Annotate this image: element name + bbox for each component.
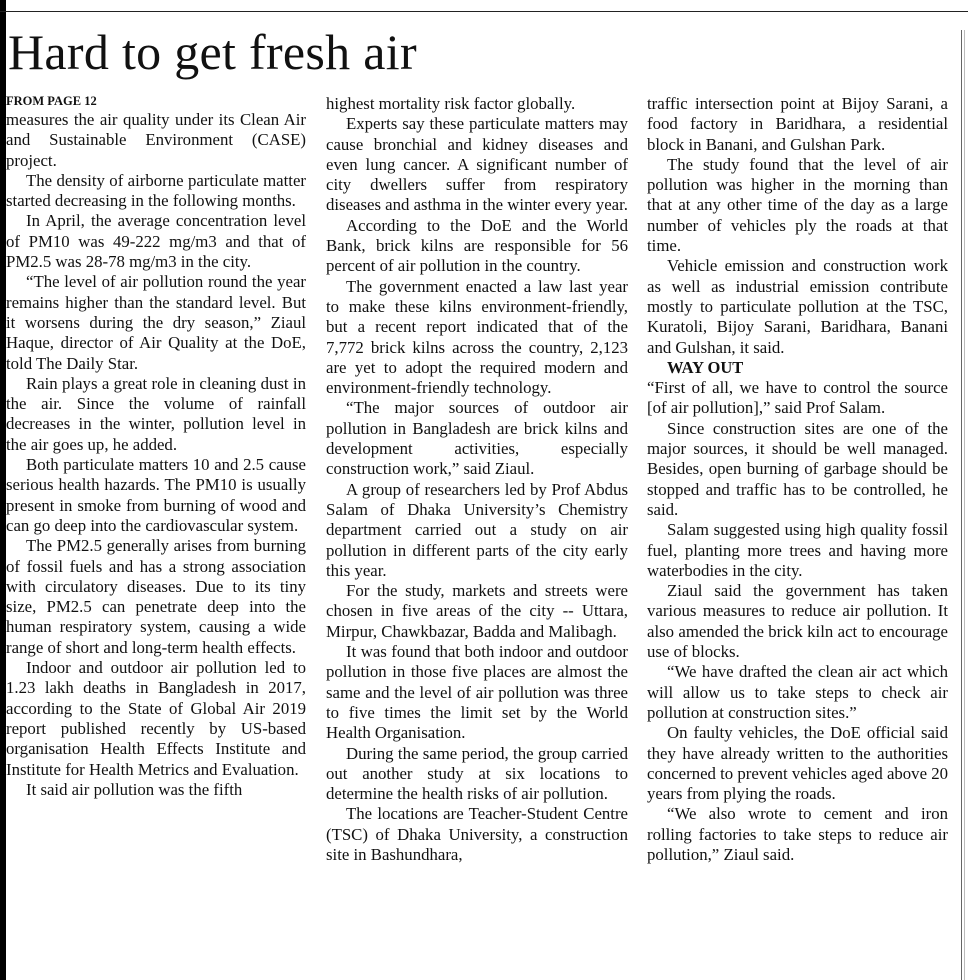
paragraph: Ziaul said the government has taken various measures to reduce air pollution. It also amended the brick kiln act to encourage use of blocks.: [647, 581, 948, 662]
jump-kicker: FROM PAGE 12: [6, 94, 97, 108]
article-column-2: [326, 94, 628, 865]
paragraph: “We also wrote to cement and iron rolling factories to take steps to reduce air pollution,” Ziaul said.: [647, 804, 948, 864]
paragraph: “We have drafted the clean air act which will allow us to take steps to check air pollution at construction sites.”: [647, 662, 948, 722]
paragraph: Vehicle emission and construction work as well as industrial emission contribute mostly to particulate pollution at the TSC, Kuratoli, Bijoy Sarani, Baridhara, Banani and Gulshan, it said.: [647, 256, 948, 357]
paragraph: Rain plays a great role in cleaning dust in the air. Since the volume of rainfall decreases in the winter, pollution level in the air goes up, he added.: [6, 373, 306, 454]
paragraph: According to the DoE and the World Bank, brick kilns are responsible for 56 percent of air pollution in the country.: [326, 215, 628, 276]
top-rule: [0, 11, 968, 12]
right-column-rule: [961, 30, 962, 980]
paragraph: It said air pollution was the fifth: [26, 779, 243, 799]
paragraph: “First of all, we have to control the source [of air pollution],” said Prof Salam.: [647, 378, 948, 418]
paragraph: The government enacted a law last year to make these kilns environment-friendly, but a recent report indicated that of the 7,772 brick kilns across the country, 2,123 are yet to adopt the required modern and environment-friendly technology.: [326, 276, 628, 398]
paragraph: The density of airborne particulate matter started decreasing in the following months.: [6, 170, 306, 211]
paragraph: Experts say these particulate matters may cause bronchial and kidney diseases and even lung cancer. A significant number of city dwellers suffer from respiratory diseases and asthma in the winter every year.: [326, 114, 628, 215]
paragraph: “The level of air pollution round the year remains higher than the standard level. But it worsens during the dry season,” Ziaul Haque, director of Air Quality at the DoE, told The Daily Star.: [6, 272, 306, 373]
subheading-way-out: WAY OUT: [667, 357, 744, 377]
paragraph: On faulty vehicles, the DoE official said they have already written to the authorities concerned to prevent vehicles aged above 20 years from plying the roads.: [647, 723, 948, 804]
article-column-3: [647, 94, 948, 865]
paragraph: The PM2.5 generally arises from burning of fossil fuels and has a strong association with circulatory diseases. Due to its tiny size, PM2.5 can penetrate deep into the human respiratory system, causing a wide range of short and long-term health effects.: [6, 536, 306, 657]
paragraph: For the study, markets and streets were chosen in five areas of the city -- Uttara, Mirpur, Chawkbazar, Badda and Malibagh.: [326, 581, 628, 641]
paragraph: The locations are Teacher-Student Centre (TSC) of Dhaka University, a construction site in Bashundhara,: [326, 804, 628, 864]
paragraph: “The major sources of outdoor air pollution in Bangladesh are brick kilns and development activities, especially construction work,” said Ziaul.: [326, 398, 628, 479]
paragraph: During the same period, the group carried out another study at six locations to determine the health risks of air pollution.: [326, 743, 628, 804]
paragraph: In April, the average concentration level of PM10 was 49-222 mg/m3 and that of PM2.5 was 28-78 mg/m3 in the city.: [6, 211, 306, 272]
right-column-rule-inner: [964, 30, 965, 980]
paragraph: The study found that the level of air pollution was higher in the morning than that at any other time of the day as a large number of vehicles ply the roads at that time.: [647, 154, 948, 256]
paragraph: traffic intersection point at Bijoy Sarani, a food factory in Baridhara, a residential block in Banani, and Gulshan Park.: [647, 94, 948, 154]
article-column-1: [6, 94, 306, 800]
paragraph: highest mortality risk factor globally.: [326, 94, 576, 113]
paragraph: It was found that both indoor and outdoor pollution in those five places are almost the same and the level of air pollution was three to five times the limit set by the World Health Organisation.: [326, 642, 628, 743]
paragraph: Since construction sites are one of the major sources, it should be well managed. Besides, open burning of garbage should be stopped and traffic has to be controlled, he said.: [647, 418, 948, 519]
paragraph: A group of researchers led by Prof Abdus Salam of Dhaka University’s Chemistry department carried out a study on air pollution in different parts of the city early this year.: [326, 479, 628, 580]
paragraph: measures the air quality under its Clean Air and Sustainable Environment (CASE) project.: [6, 110, 306, 170]
paragraph: Indoor and outdoor air pollution led to 1.23 lakh deaths in Bangladesh in 2017, according to the State of Global Air 2019 report published recently by US-based organisation Health Effects Institute and Institute for Health Metrics and Evaluation.: [6, 658, 306, 779]
headline: Hard to get fresh air: [8, 24, 417, 80]
paragraph: Both particulate matters 10 and 2.5 cause serious health hazards. The PM10 is usually present in smoke from burning of wood and can go deep into the cardiovascular system.: [6, 455, 306, 535]
paragraph: Salam suggested using high quality fossil fuel, planting more trees and having more waterbodies in the city.: [647, 520, 948, 580]
